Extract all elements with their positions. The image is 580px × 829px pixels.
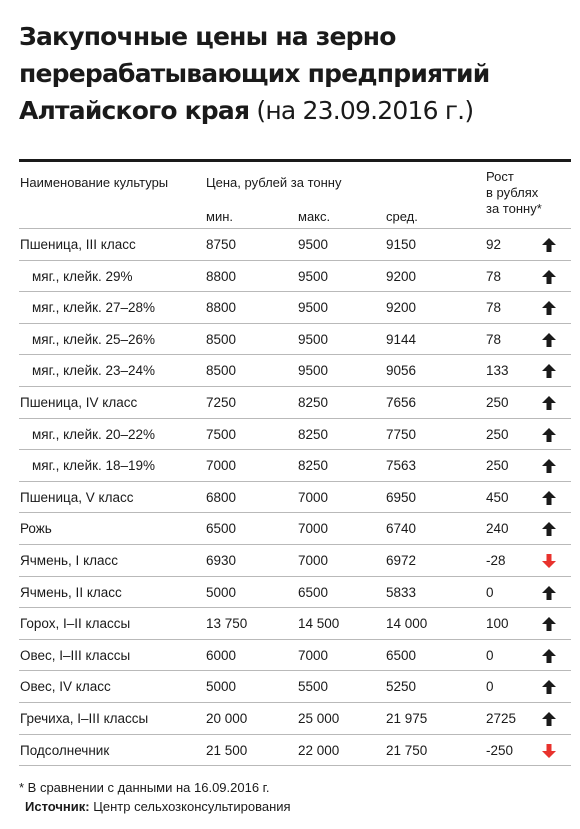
arrow-up-icon (541, 490, 557, 506)
crop-name-cell: Ячмень, II класс (20, 584, 122, 600)
arrow-up-icon (541, 711, 557, 727)
avg-price-cell: 5833 (386, 584, 417, 600)
table-row (19, 577, 571, 609)
growth-cell: 250 (486, 458, 509, 474)
min-price-cell: 8500 (206, 363, 237, 379)
footnote: * В сравнении с данными на 16.09.2016 г. (19, 780, 270, 795)
max-price-cell: 5500 (298, 679, 329, 695)
avg-price-cell: 9144 (386, 331, 417, 347)
table-row (19, 640, 571, 672)
avg-price-cell: 9056 (386, 363, 417, 379)
source-note (25, 799, 291, 814)
arrow-up-icon (541, 679, 557, 695)
max-price-cell: 22 000 (298, 742, 340, 758)
title-date: (на 23.09.2016 г.) (256, 96, 474, 125)
growth-cell: 250 (486, 426, 509, 442)
growth-cell: 78 (486, 331, 502, 347)
header-crop-name: Наименование культуры (20, 175, 169, 190)
min-price-cell: 21 500 (206, 742, 248, 758)
table-row (19, 450, 571, 482)
title-main: Закупочные цены на зерно перерабатывающих предприятий Алтайского края (19, 22, 490, 125)
avg-price-cell: 5250 (386, 679, 417, 695)
avg-price-cell: 9200 (386, 268, 417, 284)
growth-cell: 250 (486, 394, 509, 410)
table-row (19, 513, 571, 545)
avg-price-cell: 14 000 (386, 616, 428, 632)
avg-price-cell: 7656 (386, 394, 417, 410)
table-header (19, 162, 571, 229)
source-label: Источник: (25, 799, 90, 814)
growth-cell: 450 (486, 489, 509, 505)
growth-cell: 2725 (486, 710, 517, 726)
table-row (19, 482, 571, 514)
min-price-cell: 6930 (206, 552, 237, 568)
arrow-up-icon (541, 427, 557, 443)
table-row (19, 292, 571, 324)
source-text: Центр сельхозконсультирования (93, 799, 291, 814)
max-price-cell: 14 500 (298, 616, 340, 632)
header-price: Цена, рублей за тонну (206, 175, 342, 190)
crop-name-cell: мяг., клейк. 23–24% (32, 363, 156, 379)
table-row (19, 419, 571, 451)
min-price-cell: 7000 (206, 458, 237, 474)
crop-name-cell: Овес, IV класс (20, 679, 111, 695)
arrow-up-icon (541, 616, 557, 632)
avg-price-cell: 6972 (386, 552, 417, 568)
growth-cell: 0 (486, 647, 494, 663)
table-row (19, 608, 571, 640)
table-row (19, 355, 571, 387)
table-row (19, 735, 571, 767)
crop-name-cell: Пшеница, III класс (20, 237, 136, 252)
crop-name-cell: мяг., клейк. 29% (32, 268, 133, 284)
min-price-cell: 6500 (206, 521, 237, 537)
arrow-up-icon (541, 395, 557, 411)
min-price-cell: 7500 (206, 426, 237, 442)
growth-cell: 92 (486, 237, 502, 252)
growth-cell: 100 (486, 616, 509, 632)
arrow-up-icon (541, 332, 557, 348)
arrow-up-icon (541, 585, 557, 601)
min-price-cell: 6800 (206, 489, 237, 505)
table-row (19, 387, 571, 419)
max-price-cell: 6500 (298, 584, 329, 600)
growth-cell: 0 (486, 584, 494, 600)
table-row (19, 671, 571, 703)
crop-name-cell: Рожь (20, 521, 52, 537)
crop-name-cell: мяг., клейк. 27–28% (32, 300, 156, 316)
growth-cell: 133 (486, 363, 509, 379)
table-body (19, 229, 571, 766)
crop-name-cell: Гречиха, I–III классы (20, 710, 149, 726)
crop-name-cell: Подсолнечник (20, 742, 110, 758)
growth-cell: 240 (486, 521, 509, 537)
min-price-cell: 7250 (206, 394, 237, 410)
table-row (19, 545, 571, 577)
growth-cell: 78 (486, 268, 502, 284)
avg-price-cell: 6500 (386, 647, 417, 663)
max-price-cell: 9500 (298, 237, 329, 252)
max-price-cell: 7000 (298, 489, 329, 505)
header-min: мин. (206, 209, 233, 224)
header-avg: сред. (386, 209, 418, 224)
min-price-cell: 13 750 (206, 616, 248, 632)
header-growth (486, 169, 542, 217)
crop-name-cell: Горох, I–II классы (20, 616, 131, 632)
avg-price-cell: 21 750 (386, 742, 428, 758)
arrow-down-icon (541, 743, 557, 759)
growth-cell: -28 (486, 552, 506, 568)
min-price-cell: 8750 (206, 237, 237, 252)
crop-name-cell: Ячмень, I класс (20, 552, 119, 568)
arrow-up-icon (541, 458, 557, 474)
min-price-cell: 8800 (206, 300, 237, 316)
avg-price-cell: 7750 (386, 426, 417, 442)
max-price-cell: 7000 (298, 647, 329, 663)
table-row (19, 261, 571, 293)
max-price-cell: 9500 (298, 331, 329, 347)
header-max: макс. (298, 209, 331, 224)
growth-cell: 0 (486, 679, 494, 695)
arrow-up-icon (541, 269, 557, 285)
max-price-cell: 8250 (298, 426, 329, 442)
arrow-up-icon (541, 300, 557, 316)
max-price-cell: 7000 (298, 552, 329, 568)
arrow-up-icon (541, 237, 557, 253)
arrow-up-icon (541, 363, 557, 379)
min-price-cell: 20 000 (206, 710, 248, 726)
min-price-cell: 8500 (206, 331, 237, 347)
avg-price-cell: 9200 (386, 300, 417, 316)
crop-name-cell: Овес, I–III классы (20, 647, 131, 663)
header-growth-line: за тонну* (486, 201, 542, 216)
table-row (19, 324, 571, 356)
max-price-cell: 7000 (298, 521, 329, 537)
max-price-cell: 8250 (298, 394, 329, 410)
table-row (19, 703, 571, 735)
crop-name-cell: мяг., клейк. 18–19% (32, 458, 156, 474)
avg-price-cell: 6950 (386, 489, 417, 505)
max-price-cell: 9500 (298, 363, 329, 379)
avg-price-cell: 21 975 (386, 710, 428, 726)
arrow-down-icon (541, 553, 557, 569)
crop-name-cell: мяг., клейк. 25–26% (32, 331, 156, 347)
header-growth-line: Рост (486, 169, 514, 184)
header-growth-line: в рублях (486, 185, 539, 200)
page-title (19, 18, 571, 129)
max-price-cell: 9500 (298, 268, 329, 284)
price-table (19, 159, 571, 766)
crop-name-cell: мяг., клейк. 20–22% (32, 426, 156, 442)
arrow-up-icon (541, 521, 557, 537)
min-price-cell: 6000 (206, 647, 237, 663)
max-price-cell: 9500 (298, 300, 329, 316)
avg-price-cell: 6740 (386, 521, 417, 537)
crop-name-cell: Пшеница, V класс (20, 489, 134, 505)
growth-cell: 78 (486, 300, 502, 316)
max-price-cell: 8250 (298, 458, 329, 474)
table-row (19, 229, 571, 261)
max-price-cell: 25 000 (298, 710, 340, 726)
crop-name-cell: Пшеница, IV класс (20, 394, 138, 410)
growth-cell: -250 (486, 742, 514, 758)
min-price-cell: 5000 (206, 679, 237, 695)
arrow-up-icon (541, 648, 557, 664)
min-price-cell: 8800 (206, 268, 237, 284)
avg-price-cell: 7563 (386, 458, 417, 474)
avg-price-cell: 9150 (386, 237, 417, 252)
min-price-cell: 5000 (206, 584, 237, 600)
